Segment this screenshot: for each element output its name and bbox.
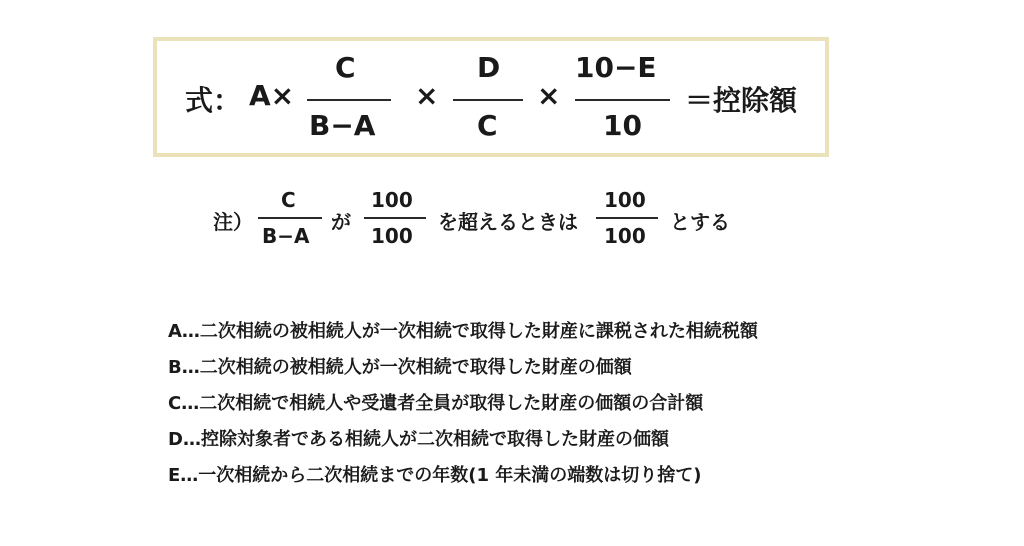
formula-frac3-denominator: 10 bbox=[603, 109, 642, 142]
formula-frac1-denominator: B−A bbox=[309, 109, 376, 142]
formula-frac2-bar bbox=[453, 99, 523, 101]
note-frac1-denominator: B−A bbox=[262, 224, 310, 248]
formula-times-2: × bbox=[537, 79, 561, 112]
formula-frac1-numerator: C bbox=[335, 51, 356, 84]
note-text-tosuru: とする bbox=[670, 210, 730, 234]
note-frac3-bar bbox=[596, 217, 658, 219]
definition-d: D…控除対象者である相続人が二次相続で取得した財産の価額 bbox=[168, 429, 669, 450]
note-frac3-numerator: 100 bbox=[604, 188, 646, 212]
formula-frac3-bar bbox=[575, 99, 670, 101]
note-text-ga: が bbox=[331, 210, 351, 234]
formula-frac1-bar bbox=[307, 99, 391, 101]
definition-a: A…二次相続の被相続人が一次相続で取得した財産に課税された相続税額 bbox=[168, 321, 758, 342]
note-text-exceeds: を超えるときは bbox=[438, 210, 578, 234]
note-frac1-bar bbox=[258, 217, 322, 219]
definition-b: B…二次相続の被相続人が一次相続で取得した財産の価額 bbox=[168, 357, 632, 378]
definition-e: E…一次相続から二次相続までの年数(1 年未満の端数は切り捨て) bbox=[168, 465, 702, 486]
note-frac1-numerator: C bbox=[281, 188, 296, 212]
note-prefix: 注） bbox=[213, 210, 253, 234]
definition-c: C…二次相続で相続人や受遺者全員が取得した財産の価額の合計額 bbox=[168, 393, 704, 414]
formula-result: ＝控除額 bbox=[685, 84, 798, 117]
formula-a-times: A× bbox=[249, 79, 295, 112]
note-frac3-denominator: 100 bbox=[604, 224, 646, 248]
note-frac2-denominator: 100 bbox=[371, 224, 413, 248]
formula-times-1: × bbox=[415, 79, 439, 112]
note-frac2-numerator: 100 bbox=[371, 188, 413, 212]
formula-frac2-numerator: D bbox=[477, 51, 501, 84]
note-frac2-bar bbox=[364, 217, 426, 219]
formula-frac2-denominator: C bbox=[477, 109, 498, 142]
formula-box bbox=[153, 37, 829, 157]
formula-prefix: 式： bbox=[185, 84, 242, 117]
formula-frac3-numerator: 10−E bbox=[575, 51, 657, 84]
